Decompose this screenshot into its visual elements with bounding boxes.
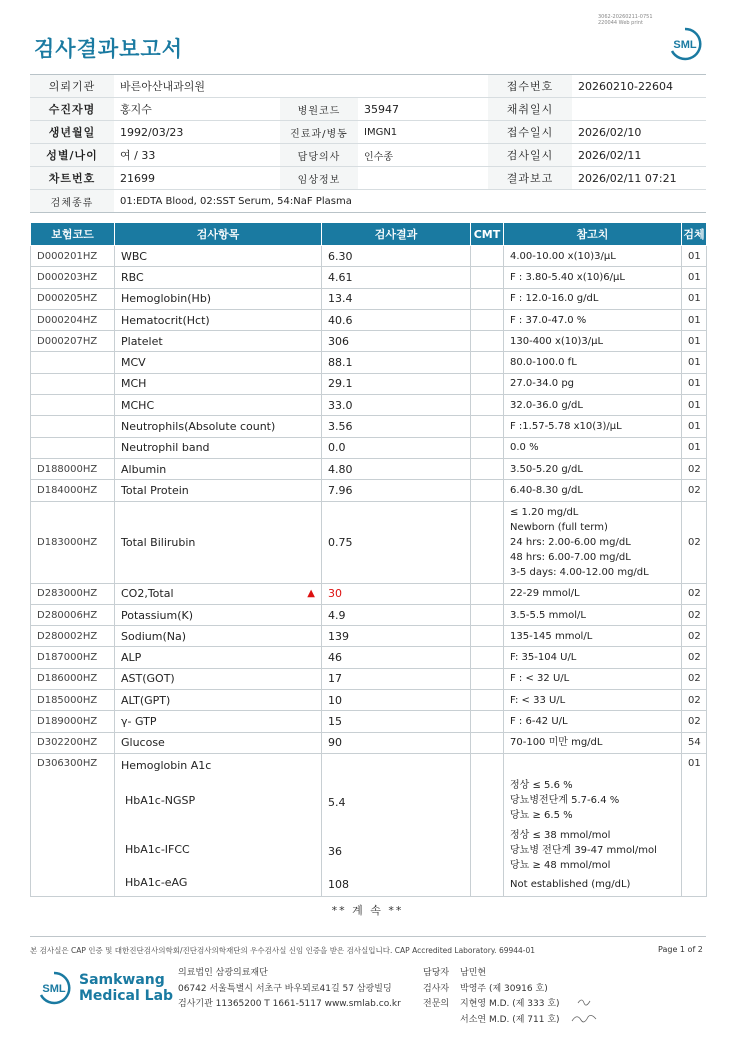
row-code: D185000HZ <box>31 690 115 711</box>
continued-note: ** 계 속 ** <box>331 904 404 917</box>
row-name-text: γ- GTP <box>121 714 157 728</box>
row-ref: 4.00-10.00 x(10)3/μL <box>504 246 682 267</box>
row-value: 33.0 <box>322 395 471 416</box>
value-patient: 홍지수 <box>114 98 280 121</box>
row-specimen: 01 <box>682 753 707 896</box>
row-name-text: Total Protein <box>121 483 189 497</box>
row-cmt <box>471 267 504 288</box>
row-ref: 6.40-8.30 g/dL <box>504 480 682 501</box>
row-specimen: 02 <box>682 480 707 501</box>
row-name <box>115 267 322 288</box>
results-body-b <box>31 583 707 753</box>
row-cmt <box>471 647 504 668</box>
row-ref: F: < 33 U/L <box>504 690 682 711</box>
row-cmt <box>471 416 504 437</box>
row-cmt <box>471 753 504 896</box>
row-value: 10 <box>322 690 471 711</box>
row-specimen: 02 <box>682 458 707 479</box>
header-cmt: CMT <box>471 223 504 246</box>
staff-row <box>423 982 560 998</box>
row-name <box>115 288 322 309</box>
value-receipt-no: 20260210-22604 <box>572 75 706 98</box>
table-row <box>31 416 707 437</box>
page-title: 검사결과보고서 <box>34 37 184 61</box>
row-name-text: MCH <box>121 377 147 391</box>
row-specimen: 02 <box>682 711 707 732</box>
row-name-text: Hemoglobin(Hb) <box>121 292 212 306</box>
row-specimen: 02 <box>682 668 707 689</box>
staff-row <box>423 1013 560 1029</box>
row-name <box>115 753 322 896</box>
row-name-text: ALP <box>121 651 142 665</box>
row-value <box>322 753 471 896</box>
staff-name: 지현영 M.D. (제 333 호) <box>460 999 560 1009</box>
staff-row <box>423 997 560 1013</box>
ref-line: 24 hrs: 2.00-6.00 mg/dL <box>510 536 631 548</box>
row-name <box>115 604 322 625</box>
row-value: 3.56 <box>322 416 471 437</box>
a1c-sub-name: HbA1c-NGSP <box>125 793 196 807</box>
row-name <box>115 395 322 416</box>
row-value: 46 <box>322 647 471 668</box>
sml-logo-icon <box>36 970 72 1006</box>
row-name-text: Platelet <box>121 334 163 348</box>
table-row <box>31 395 707 416</box>
header-code: 보험코드 <box>31 223 115 246</box>
row-name-text: Neutrophil band <box>121 441 210 455</box>
row-ref <box>504 501 682 583</box>
table-row <box>31 690 707 711</box>
row-code: D000201HZ <box>31 246 115 267</box>
row-cmt <box>471 395 504 416</box>
row-name-text: Potassium(K) <box>121 608 194 622</box>
brand-line: Samkwang <box>79 972 165 988</box>
table-row <box>31 373 707 394</box>
row-name-text: MCHC <box>121 398 155 412</box>
row-specimen: 02 <box>682 501 707 583</box>
row-cmt <box>471 626 504 647</box>
row-ref: 27.0-34.0 pg <box>504 373 682 394</box>
table-row <box>31 267 707 288</box>
label-sex-age: 성별/나이 <box>30 144 114 167</box>
table-row <box>31 246 707 267</box>
staff-name: 서소연 M.D. (제 711 호) <box>460 1014 560 1025</box>
row-specimen: 02 <box>682 604 707 625</box>
row-code: D280002HZ <box>31 626 115 647</box>
row-specimen: 01 <box>682 416 707 437</box>
value-sex-age: 여 / 33 <box>114 144 280 167</box>
row-specimen: 02 <box>682 647 707 668</box>
a1c-sub-value: 108 <box>328 877 349 891</box>
row-specimen: 02 <box>682 583 707 604</box>
row-ref: F : 37.0-47.0 % <box>504 309 682 330</box>
label-patient: 수진자명 <box>30 98 114 121</box>
cap-note: 본 검사실은 CAP 인증 및 대한진단검사의학회/진단검사의학재단의 우수검사실 신임 인증을 받은 검사실입니다. CAP Accredited Laboratory. 69944-01 <box>30 946 536 955</box>
row-code: D183000HZ <box>31 501 115 583</box>
row-name <box>115 668 322 689</box>
table-row <box>31 437 707 458</box>
value-dept: IMGN1 <box>358 121 488 144</box>
row-name <box>115 352 322 373</box>
row-cmt <box>471 331 504 352</box>
staff-role: 검사자 <box>423 983 450 994</box>
document-code-line: 3062-20260211-0751 <box>598 14 653 20</box>
table-row <box>31 501 707 583</box>
row-code: D188000HZ <box>31 458 115 479</box>
staff-row <box>423 966 560 982</box>
row-specimen: 01 <box>682 331 707 352</box>
row-ref: 32.0-36.0 g/dL <box>504 395 682 416</box>
sml-logo-icon <box>667 26 703 62</box>
page-number: Page 1 of 2 <box>658 945 703 954</box>
value-hosp-code: 35947 <box>358 98 488 121</box>
ref-line: 정상 ≤ 5.6 % <box>510 779 573 791</box>
row-value: 29.1 <box>322 373 471 394</box>
row-name-text: WBC <box>121 249 147 263</box>
table-row <box>31 352 707 373</box>
row-code: D283000HZ <box>31 583 115 604</box>
row-value: 90 <box>322 732 471 753</box>
label-receipt-date: 접수일시 <box>488 121 572 144</box>
row-name-text: Hematocrit(Hct) <box>121 313 210 327</box>
row-cmt <box>471 711 504 732</box>
row-ref: 130-400 x(10)3/μL <box>504 331 682 352</box>
staff-name: 박영주 (제 30916 호) <box>460 983 548 994</box>
a1c-sub-value: 36 <box>328 844 342 858</box>
row-name-text: Glucose <box>121 736 165 750</box>
ref-line: 3-5 days: 4.00-12.00 mg/dL <box>510 566 649 578</box>
lab-address <box>178 966 401 1013</box>
row-cmt <box>471 480 504 501</box>
a1c-sub-name: HbA1c-eAG <box>125 875 188 889</box>
row-code: D000204HZ <box>31 309 115 330</box>
row-cmt <box>471 288 504 309</box>
table-row <box>31 458 707 479</box>
table-row <box>31 604 707 625</box>
row-code <box>31 373 115 394</box>
row-specimen: 02 <box>682 626 707 647</box>
row-cmt <box>471 373 504 394</box>
row-code: D000205HZ <box>31 288 115 309</box>
row-name <box>115 711 322 732</box>
a1c-sub-name: HbA1c-IFCC <box>125 842 190 856</box>
address-line: 검사기관 11365200 T 1661-5117 www.smlab.co.kr <box>178 999 401 1009</box>
row-ref: F: 35-104 U/L <box>504 647 682 668</box>
header-result: 검사결과 <box>322 223 471 246</box>
row-value: 30 <box>322 583 471 604</box>
row-value: 4.9 <box>322 604 471 625</box>
row-name <box>115 437 322 458</box>
row-value: 15 <box>322 711 471 732</box>
row-name <box>115 309 322 330</box>
table-row <box>31 711 707 732</box>
row-value: 0.0 <box>322 437 471 458</box>
row-cmt <box>471 437 504 458</box>
row-value: 88.1 <box>322 352 471 373</box>
staff-role: 담당자 <box>423 968 450 978</box>
table-row <box>31 583 707 604</box>
value-clinical <box>358 167 488 190</box>
a1c-sub-value: 5.4 <box>328 795 346 809</box>
staff-list <box>423 966 560 1028</box>
value-report: 2026/02/11 07:21 <box>572 167 706 190</box>
row-specimen: 02 <box>682 690 707 711</box>
row-cmt <box>471 583 504 604</box>
label-test-date: 검사일시 <box>488 144 572 167</box>
row-value: 7.96 <box>322 480 471 501</box>
row-ref: 3.50-5.20 g/dL <box>504 458 682 479</box>
row-value: 4.80 <box>322 458 471 479</box>
row-ref: 70-100 미만 mg/dL <box>504 732 682 753</box>
label-dept: 진료과/병동 <box>280 121 358 144</box>
row-ref: 135-145 mmol/L <box>504 626 682 647</box>
row-value: 306 <box>322 331 471 352</box>
address-line: 의료법인 삼광의료재단 <box>178 968 268 978</box>
document-code-line: 220044 Web print <box>598 20 643 26</box>
ref-line: 48 hrs: 6.00-7.00 mg/dL <box>510 551 631 563</box>
value-specimen: 01:EDTA Blood, 02:SST Serum, 54:NaF Plasma <box>114 190 706 213</box>
document-code <box>598 14 653 26</box>
row-code: D000207HZ <box>31 331 115 352</box>
row-value: 0.75 <box>322 501 471 583</box>
value-institution: 바른아산내과의원 <box>114 75 488 98</box>
table-row <box>31 480 707 501</box>
row-code: D187000HZ <box>31 647 115 668</box>
label-chart: 차트번호 <box>30 167 114 190</box>
row-code: D000203HZ <box>31 267 115 288</box>
row-cmt <box>471 352 504 373</box>
row-name-text: Neutrophils(Absolute count) <box>121 420 276 434</box>
staff-role <box>423 1013 460 1029</box>
row-value: 40.6 <box>322 309 471 330</box>
row-name-text: AST(GOT) <box>121 672 175 686</box>
label-receipt-no: 접수번호 <box>488 75 572 98</box>
table-row <box>31 309 707 330</box>
row-cmt <box>471 668 504 689</box>
row-value: 6.30 <box>322 246 471 267</box>
svg-text:SML: SML <box>42 983 66 995</box>
row-name <box>115 647 322 668</box>
table-row <box>31 626 707 647</box>
table-row <box>31 288 707 309</box>
svg-text:SML: SML <box>673 39 697 51</box>
row-ref: 3.5-5.5 mmol/L <box>504 604 682 625</box>
row-value: 4.61 <box>322 267 471 288</box>
label-clinical: 임상정보 <box>280 167 358 190</box>
value-dob: 1992/03/23 <box>114 121 280 144</box>
row-specimen: 01 <box>682 437 707 458</box>
header-specimen: 검체 <box>682 223 707 246</box>
results-table <box>30 222 707 897</box>
row-code: D306300HZ <box>31 753 115 896</box>
row-specimen: 01 <box>682 352 707 373</box>
label-dob: 생년월일 <box>30 121 114 144</box>
ref-line: Not established (mg/dL) <box>510 878 631 890</box>
brand-line: Medical Lab <box>79 988 174 1004</box>
value-collect-date <box>572 98 706 121</box>
label-specimen: 검체종류 <box>30 190 114 213</box>
row-name-text: MCV <box>121 356 146 370</box>
ref-line: 당뇨 ≥ 48 mmol/mol <box>510 859 611 871</box>
row-code <box>31 416 115 437</box>
row-code: D302200HZ <box>31 732 115 753</box>
ref-line: 당뇨병전단계 5.7-6.4 % <box>510 794 620 806</box>
row-ref: F : 6-42 U/L <box>504 711 682 732</box>
ref-line: ≤ 1.20 mg/dL <box>510 506 579 518</box>
row-cmt <box>471 604 504 625</box>
results-body-a1c <box>31 753 707 896</box>
label-collect-date: 채취일시 <box>488 98 572 121</box>
results-body-bilirubin <box>31 501 707 583</box>
row-cmt <box>471 732 504 753</box>
value-doctor: 인수종 <box>358 144 488 167</box>
row-name <box>115 626 322 647</box>
row-code: D186000HZ <box>31 668 115 689</box>
ref-line: 당뇨 ≥ 6.5 % <box>510 809 573 821</box>
row-name-text: ALT(GPT) <box>121 693 171 707</box>
row-cmt <box>471 246 504 267</box>
row-code: D280006HZ <box>31 604 115 625</box>
patient-info-table <box>30 74 706 213</box>
row-name <box>115 246 322 267</box>
row-ref <box>504 753 682 896</box>
row-name <box>115 732 322 753</box>
row-specimen: 01 <box>682 309 707 330</box>
signature-icon <box>570 995 600 1029</box>
row-cmt <box>471 690 504 711</box>
table-row <box>31 331 707 352</box>
row-name: Total Bilirubin <box>115 501 322 583</box>
row-cmt <box>471 309 504 330</box>
staff-name: 남민현 <box>460 968 487 978</box>
label-report: 결과보고 <box>488 167 572 190</box>
header-ref: 참고치 <box>504 223 682 246</box>
footer-divider <box>30 936 706 937</box>
row-name-text: RBC <box>121 270 144 284</box>
label-hosp-code: 병원코드 <box>280 98 358 121</box>
row-ref: F : 3.80-5.40 x(10)6/μL <box>504 267 682 288</box>
row-specimen: 01 <box>682 373 707 394</box>
brand-name <box>79 972 173 1004</box>
header-item: 검사항목 <box>115 223 322 246</box>
row-specimen: 01 <box>682 246 707 267</box>
row-name <box>115 458 322 479</box>
row-value: 13.4 <box>322 288 471 309</box>
staff-role: 전문의 <box>423 999 450 1009</box>
row-name <box>115 480 322 501</box>
table-row <box>31 668 707 689</box>
ref-line: Newborn (full term) <box>510 521 608 533</box>
row-cmt <box>471 501 504 583</box>
label-institution: 의뢰기관 <box>30 75 114 98</box>
table-row <box>31 732 707 753</box>
table-row <box>31 647 707 668</box>
row-ref: 22-29 mmol/L <box>504 583 682 604</box>
row-name-text: Sodium(Na) <box>121 629 186 643</box>
row-ref: 0.0 % <box>504 437 682 458</box>
row-specimen: 54 <box>682 732 707 753</box>
row-ref: F : 12.0-16.0 g/dL <box>504 288 682 309</box>
row-code <box>31 437 115 458</box>
high-flag-icon: ▲ <box>307 587 315 599</box>
row-name <box>115 583 322 604</box>
row-code <box>31 395 115 416</box>
address-line: 06742 서울특별시 서초구 바우뫼로41길 57 삼광빌딩 <box>178 983 392 994</box>
row-name <box>115 416 322 437</box>
value-chart: 21699 <box>114 167 280 190</box>
value-test-date: 2026/02/11 <box>572 144 706 167</box>
row-name <box>115 373 322 394</box>
row-cmt <box>471 458 504 479</box>
row-code: D189000HZ <box>31 711 115 732</box>
value-receipt-date: 2026/02/10 <box>572 121 706 144</box>
results-body-a <box>31 246 707 502</box>
ref-line: 당뇨병 전단계 39-47 mmol/mol <box>510 844 657 856</box>
row-ref: F : < 32 U/L <box>504 668 682 689</box>
row-ref: F :1.57-5.78 x10(3)/μL <box>504 416 682 437</box>
row-value: 17 <box>322 668 471 689</box>
row-code: D184000HZ <box>31 480 115 501</box>
row-value: 139 <box>322 626 471 647</box>
row-ref: 80.0-100.0 fL <box>504 352 682 373</box>
row-name <box>115 331 322 352</box>
row-name-text: Albumin <box>121 462 167 476</box>
row-code <box>31 352 115 373</box>
row-specimen: 01 <box>682 395 707 416</box>
row-name <box>115 690 322 711</box>
row-name-text: CO2,Total <box>121 587 174 601</box>
row-specimen: 01 <box>682 288 707 309</box>
table-row <box>31 753 707 896</box>
label-doctor: 담당의사 <box>280 144 358 167</box>
row-specimen: 01 <box>682 267 707 288</box>
ref-line: 정상 ≤ 38 mmol/mol <box>510 829 611 841</box>
a1c-title: Hemoglobin A1c <box>121 758 212 772</box>
